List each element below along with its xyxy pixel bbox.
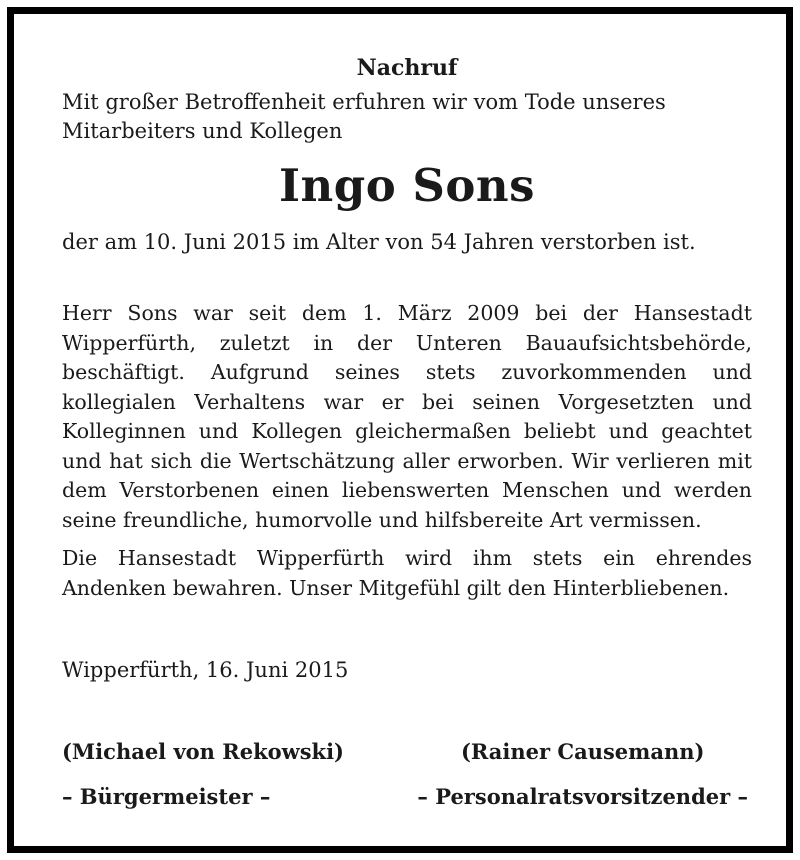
intro-line-1: Mit großer Betroffenheit erfuhren wir vom Tode unseres [62, 90, 666, 114]
death-notice: der am 10. Juni 2015 im Alter von 54 Jahren verstorben ist. [62, 230, 696, 254]
signatory-role: – Bürgermeister – [62, 784, 271, 809]
signatory-name: (Rainer Causemann) [460, 739, 705, 764]
deceased-name: Ingo Sons [279, 159, 535, 212]
obituary-frame [7, 7, 793, 853]
place-and-date: Wipperfürth, 16. Juni 2015 [62, 658, 349, 682]
obituary-content [62, 52, 752, 811]
signatory-name: (Michael von Rekowski) [62, 739, 344, 764]
paragraph-condolence: Die Hansestadt Wipperfürth wird ihm stets ein ehrendes Andenken bewahren. Unser Mitgefühl gilt den Hinterbliebenen. [62, 546, 752, 600]
paragraph-career: Herr Sons war seit dem 1. März 2009 bei der Hansestadt Wipperfürth, zuletzt in der Unteren Bauaufsichtsbehörde, beschäftigt. Aufgrund seines stets zuvorkommenden und kollegialen Verhaltens war er bei seinen Vorgesetzten und Kolleginnen und Kollegen gleichermaßen beliebt und geachtet und hat sich die Wertschätzung aller erworben. Wir verlieren mit dem Verstorbenen einen liebenswerten Menschen und werden seine freundliche, humorvolle und hilfsbereite Art vermissen. [62, 301, 752, 532]
signatory-council-chair [417, 737, 748, 811]
obituary-heading: Nachruf [356, 55, 458, 81]
intro-line-2: Mitarbeiters und Kollegen [62, 119, 343, 143]
signature-block [62, 737, 752, 811]
signatory-role: – Personalratsvorsitzender – [417, 784, 748, 809]
signatory-mayor [62, 737, 344, 811]
